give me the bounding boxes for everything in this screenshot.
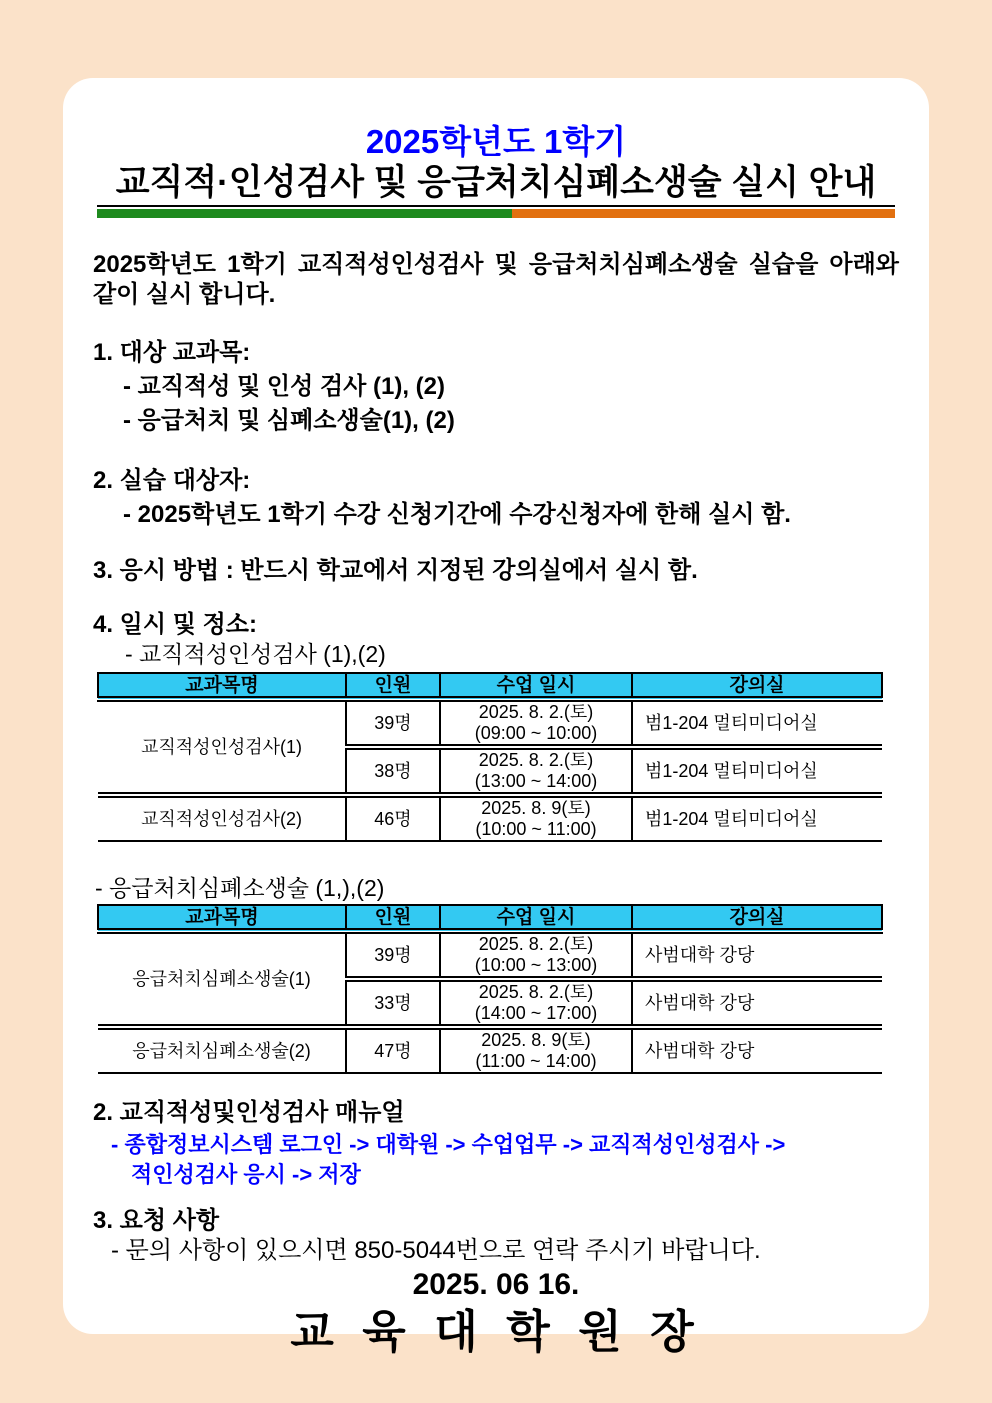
- section-1-title: 1. 대상 교과목:: [93, 339, 251, 366]
- notice-card: [63, 78, 929, 1357]
- schedule-table-cpr: [97, 904, 883, 1074]
- count-cell: 38명: [346, 747, 440, 795]
- notice-title-block: [97, 162, 895, 218]
- time-text: (11:00 ~ 14:00): [475, 1051, 597, 1071]
- course-name-cell: 응급처치심폐소생술(2): [98, 1027, 346, 1073]
- table-2-subtitle: - 응급처치심폐소생술 (1,),(2): [95, 875, 385, 901]
- room-cell: 사범대학 강당: [632, 979, 882, 1027]
- datetime-cell: [440, 979, 632, 1027]
- section-1-item: - 교직적성 및 인성 검사 (1), (2): [123, 373, 445, 400]
- table-header-row: [98, 905, 882, 931]
- title-underline-bar: [97, 209, 895, 218]
- date-text: 2025. 8. 2.(토): [478, 982, 594, 1002]
- course-name-cell: 교직적성인성검사(2): [98, 795, 346, 841]
- datetime-cell: [440, 795, 632, 841]
- col-header-course: 교과목명: [98, 905, 346, 931]
- date-text: 2025. 8. 2.(토): [478, 750, 594, 770]
- count-cell: 46명: [346, 795, 440, 841]
- col-header-count: 인원: [346, 905, 440, 931]
- section-2-item: - 2025학년도 1학기 수강 신청기간에 수강신청자에 한해 실시 함.: [123, 501, 791, 528]
- course-name-cell: 교직적성인성검사(1): [98, 699, 346, 795]
- signature: 교 육 대 학 원 장: [290, 1306, 702, 1357]
- room-cell: 사범대학 강당: [632, 1027, 882, 1073]
- section-2-title: 2. 실습 대상자:: [93, 467, 251, 494]
- count-cell: 39명: [346, 931, 440, 979]
- table-row: [98, 1027, 882, 1073]
- col-header-room: 강의실: [632, 673, 882, 699]
- section-1-item: - 응급처치 및 심폐소생술(1), (2): [123, 407, 455, 434]
- col-header-count: 인원: [346, 673, 440, 699]
- date-text: 2025. 8. 9(토): [481, 798, 591, 818]
- datetime-cell: [440, 931, 632, 979]
- intro-paragraph: 2025학년도 1학기 교직적성인성검사 및 응급처치심폐소생술 실습을 아래와 같이 실시 합니다.: [93, 251, 899, 308]
- request-item: - 문의 사항이 있으시면 850-5044번으로 연락 주시기 바랍니다.: [111, 1237, 761, 1264]
- col-header-course: 교과목명: [98, 673, 346, 699]
- col-header-datetime: 수업 일시: [440, 673, 632, 699]
- time-text: (14:00 ~ 17:00): [474, 1003, 598, 1023]
- count-cell: 39명: [346, 699, 440, 747]
- table-row: [98, 699, 882, 747]
- manual-section-title: 2. 교직적성및인성검사 매뉴얼: [93, 1099, 405, 1126]
- section-4-title: 4. 일시 및 정소:: [93, 611, 257, 638]
- date-text: 2025. 8. 9(토): [481, 1030, 591, 1050]
- room-cell: 범1-204 멀티미디어실: [632, 795, 882, 841]
- col-header-room: 강의실: [632, 905, 882, 931]
- time-text: (09:00 ~ 10:00): [474, 723, 598, 743]
- col-header-datetime: 수업 일시: [440, 905, 632, 931]
- room-cell: 사범대학 강당: [632, 931, 882, 979]
- manual-path-line-2: 적인성검사 응시 -> 저장: [131, 1162, 361, 1187]
- request-section-title: 3. 요청 사항: [93, 1207, 220, 1234]
- date-text: 2025. 8. 2.(토): [478, 934, 594, 954]
- datetime-cell: [440, 747, 632, 795]
- manual-path-line-1: - 종합정보시스템 로그인 -> 대학원 -> 수업업무 -> 교직적성인성검사 ->: [111, 1132, 786, 1157]
- time-text: (10:00 ~ 11:00): [475, 819, 597, 839]
- table-1-subtitle: - 교직적성인성검사 (1),(2): [125, 641, 386, 667]
- datetime-cell: [440, 1027, 632, 1073]
- notice-date: 2025. 06 16.: [412, 1268, 580, 1301]
- section-3-title: 3. 응시 방법 : 반드시 학교에서 지정된 강의실에서 실시 함.: [93, 557, 698, 584]
- datetime-cell: [440, 699, 632, 747]
- schedule-table-aptitude: [97, 672, 883, 842]
- room-cell: 범1-204 멀티미디어실: [632, 747, 882, 795]
- notice-subtitle: 2025학년도 1학기: [365, 123, 627, 160]
- notice-title: 교직적·인성검사 및 응급처치심폐소생술 실시 안내: [97, 162, 895, 207]
- table-row: [98, 795, 882, 841]
- table-row: [98, 931, 882, 979]
- time-text: (13:00 ~ 14:00): [474, 771, 598, 791]
- count-cell: 33명: [346, 979, 440, 1027]
- course-name-cell: 응급처치심폐소생술(1): [98, 931, 346, 1027]
- room-cell: 범1-204 멀티미디어실: [632, 699, 882, 747]
- time-text: (10:00 ~ 13:00): [474, 955, 598, 975]
- date-text: 2025. 8. 2.(토): [478, 702, 594, 722]
- table-header-row: [98, 673, 882, 699]
- count-cell: 47명: [346, 1027, 440, 1073]
